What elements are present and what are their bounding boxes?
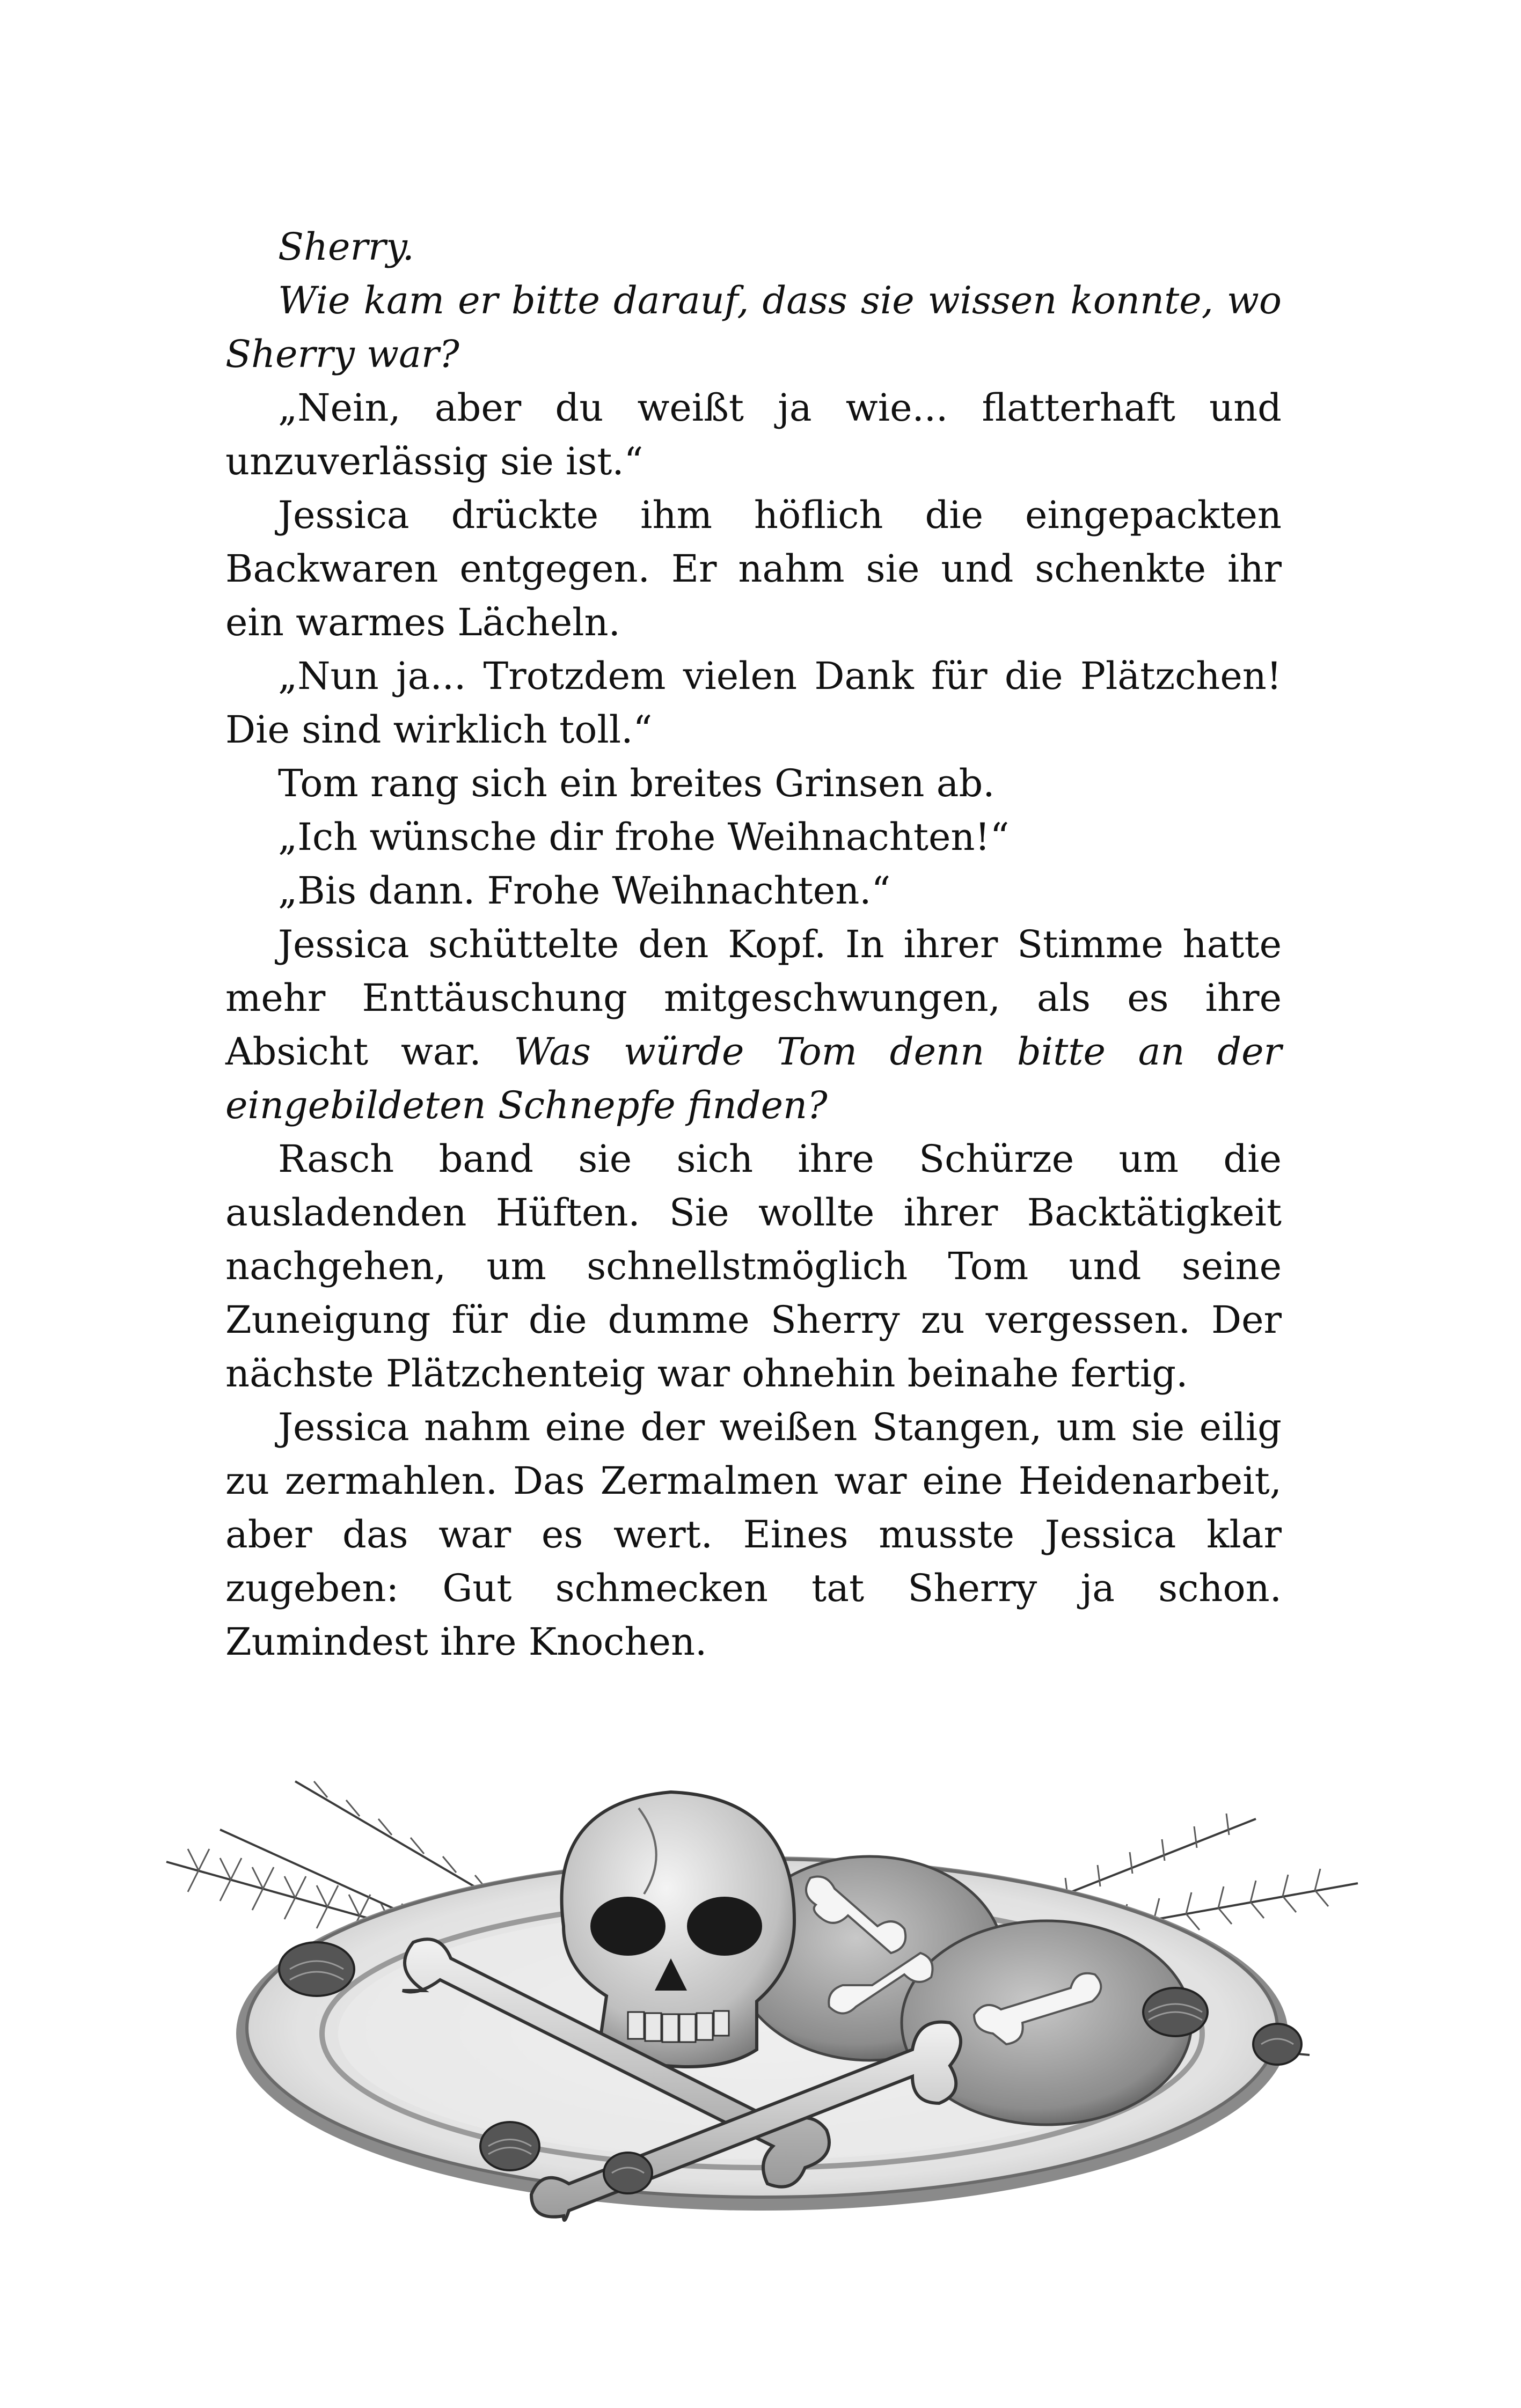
paragraph-6: Tom rang sich ein breites Grinsen ab. <box>278 761 995 805</box>
paragraph-11: Jessica nahm eine der weißen Stangen, um sie eilig zu zermahlen. Das Zermalmen war eine Heidenarbeit, aber das war es wert. Eines musste Jessica klar zugeben: Gut schmecken tat Sherry ja schon. Zumindest ihre Knochen. <box>225 1405 1282 1664</box>
paragraph-4: Jessica drückte ihm höflich die eingepackten Backwaren entgegen. Er nahm sie und schenkte ihr ein warmes Lächeln. <box>225 493 1282 644</box>
platter-with-skull-bones-cookies-pine-icon <box>156 1733 1369 2270</box>
paragraph-1: Sherry. <box>278 225 414 269</box>
platter-illustration <box>156 1733 1369 2270</box>
paragraph-2: Wie kam er bitte darauf, dass sie wissen konnte, wo Sherry war? <box>225 278 1282 376</box>
paragraph-9: Jessica schüttelte den Kopf. In ihrer Stimme hatte mehr Enttäuschung mitgeschwungen, als es ihre Absicht war. Was würde Tom denn bitte an der eingebildeten Schnepfe finden? <box>225 922 1282 1127</box>
paragraph-7: „Ich wünsche dir frohe Weihnachten!“ <box>278 815 1010 859</box>
paragraph-5: „Nun ja... Trotzdem vielen Dank für die Plätzchen! Die sind wirklich toll.“ <box>225 654 1282 752</box>
paragraph-8: „Bis dann. Frohe Weihnachten.“ <box>278 869 891 913</box>
paragraph-3: „Nein, aber du weißt ja wie... flatterhaft und unzuverlässig sie ist.“ <box>225 386 1282 483</box>
body-text <box>225 220 1282 1669</box>
paragraph-10: Rasch band sie sich ihre Schürze um die ausladenden Hüften. Sie wollte ihrer Backtätigkeit nachgehen, um schnellstmöglich Tom und seine Zuneigung für die dumme Sherry zu vergessen. Der nächste Plätzchenteig war ohnehin beinahe fertig. <box>225 1137 1282 1396</box>
